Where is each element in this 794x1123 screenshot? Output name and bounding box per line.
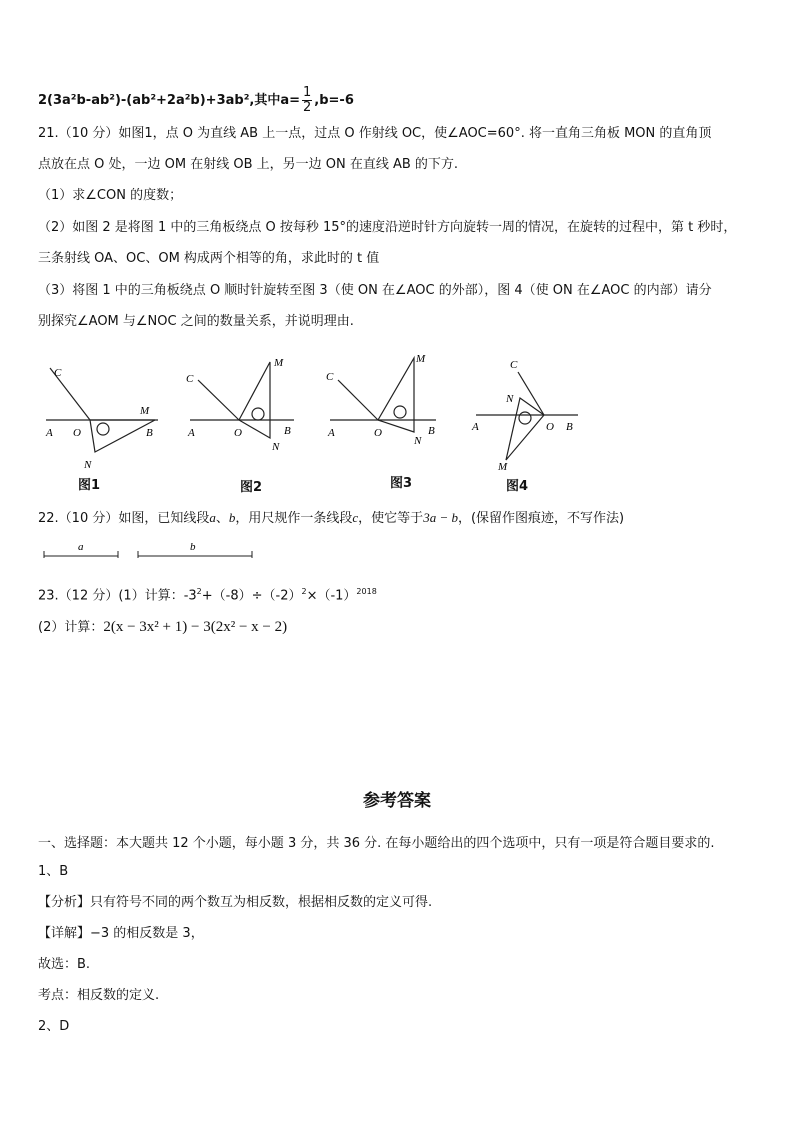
answers-title: 参考答案: [363, 791, 431, 811]
figure-1-drawing: [40, 350, 170, 500]
q22-text-mid: ，用尺规作一条线段: [235, 511, 353, 526]
q21-part2-line2: 三条射线 OA、OC、OM 构成两个相等的角，求此时的 t 值: [38, 251, 380, 266]
segments-ab: [40, 538, 270, 564]
expression-tail: ,b=-6: [314, 93, 354, 108]
label-n: N: [414, 435, 422, 447]
q23-exp2: 2: [301, 587, 307, 596]
figure-4: [470, 350, 590, 500]
figure-1: [40, 350, 170, 500]
answer-2: 2、D: [38, 1019, 70, 1034]
figure-1-caption: 图1: [78, 478, 101, 493]
expression-text: 2(3a²b-ab²)-(ab²+2a²b)+3ab²,其中a=: [38, 93, 300, 108]
figure-3: [324, 350, 444, 500]
q23-exp1: 2: [196, 587, 202, 596]
label-b: B: [284, 425, 291, 437]
label-n: N: [272, 441, 280, 453]
q21-line1: 21.（10 分）如图1，点 O 为直线 AB 上一点，过点 O 作射线 OC，使∠AOC=60°. 将一直角三角板 MON 的直角顶: [38, 126, 712, 141]
q22-line: [38, 508, 624, 529]
label-o: O: [234, 427, 242, 439]
answer-1-detail: 【详解】−3 的相反数是 3，: [38, 926, 204, 941]
label-a: A: [188, 427, 195, 439]
q23-line2: [38, 617, 287, 638]
label-n: N: [506, 393, 514, 405]
label-c: C: [54, 367, 62, 379]
q22-var-a: a: [209, 510, 216, 525]
label-n: N: [84, 459, 92, 471]
q21-part3-line2: 别探究∠AOM 与∠NOC 之间的数量关系，并说明理由.: [38, 314, 354, 329]
q22-text-post: ，(保留作图痕迹，不写作法): [457, 511, 625, 526]
figure-3-drawing: [324, 350, 444, 500]
label-b: B: [146, 427, 153, 439]
figure-4-drawing: [470, 350, 590, 500]
answer-1: 1、B: [38, 864, 69, 879]
fraction-numerator: 1: [303, 85, 312, 100]
label-m: M: [416, 353, 426, 365]
q23-part1-mid: +（-8）÷（-2）: [201, 588, 302, 604]
q22-var-b: b: [228, 510, 236, 525]
q23-part2-expression: 2(x − 3x² + 1) − 3(2x² − x − 2): [103, 619, 288, 635]
label-a: A: [328, 427, 335, 439]
fraction-denominator: 2: [303, 100, 312, 115]
q22-expression: 3a − b: [423, 510, 458, 525]
q22-sep: 、: [215, 511, 229, 526]
label-o: O: [73, 427, 81, 439]
label-o: O: [374, 427, 382, 439]
answer-1-choose: 故选：B.: [38, 957, 91, 972]
label-a: A: [472, 421, 479, 433]
label-b: B: [428, 425, 435, 437]
expression-line: [38, 86, 354, 115]
label-c: C: [326, 371, 334, 383]
label-b: B: [566, 421, 573, 433]
q23-part1-text: 23.（12 分）(1）计算：-3: [38, 588, 197, 604]
q23-part1-mid2: ×（-1）: [306, 588, 357, 604]
figure-3-caption: 图3: [390, 476, 413, 491]
q21-part2-line1: （2）如图 2 是将图 1 中的三角板绕点 O 按每秒 15°的速度沿逆时针方向旋转一周的情况，在旋转的过程中，第 t 秒时，: [38, 220, 737, 235]
q22-text: 22.（10 分）如图，已知线段: [38, 511, 210, 526]
fraction-a: [302, 86, 312, 115]
label-m: M: [498, 461, 508, 473]
label-o: O: [546, 421, 554, 433]
segment-b-label: b: [190, 541, 196, 553]
q23-line1: [38, 582, 377, 606]
q21-line2: 点放在点 O 处，一边 OM 在射线 OB 上，另一边 ON 在直线 AB 的下方.: [38, 157, 459, 172]
answers-section1: 一、选择题：本大题共 12 个小题，每小题 3 分，共 36 分. 在每小题给出的四个选项中，只有一项是符合题目要求的.: [38, 836, 715, 851]
q21-part3-line1: （3）将图 1 中的三角板绕点 O 顺时针旋转至图 3（使 ON 在∠AOC 的外部），图 4（使 ON 在∠AOC 的内部）请分: [38, 283, 712, 298]
q22-var-c: c: [352, 510, 359, 525]
q23-part2-text: (2）计算：: [38, 620, 104, 635]
q23-exp3: 2018: [356, 587, 377, 596]
answer-1-point: 考点：相反数的定义.: [38, 988, 160, 1003]
label-m: M: [140, 405, 150, 417]
label-c: C: [186, 373, 194, 385]
figure-4-caption: 图4: [506, 479, 529, 494]
segment-a-label: a: [78, 541, 84, 553]
label-c: C: [510, 359, 518, 371]
q21-part1: （1）求∠CON 的度数；: [38, 188, 183, 203]
figure-2-caption: 图2: [240, 480, 263, 495]
q22-text-mid2: ，使它等于: [358, 511, 424, 526]
label-a: A: [46, 427, 53, 439]
label-m: M: [274, 357, 284, 369]
answer-1-analysis: 【分析】只有符号不同的两个数互为相反数，根据相反数的定义可得.: [38, 895, 433, 910]
